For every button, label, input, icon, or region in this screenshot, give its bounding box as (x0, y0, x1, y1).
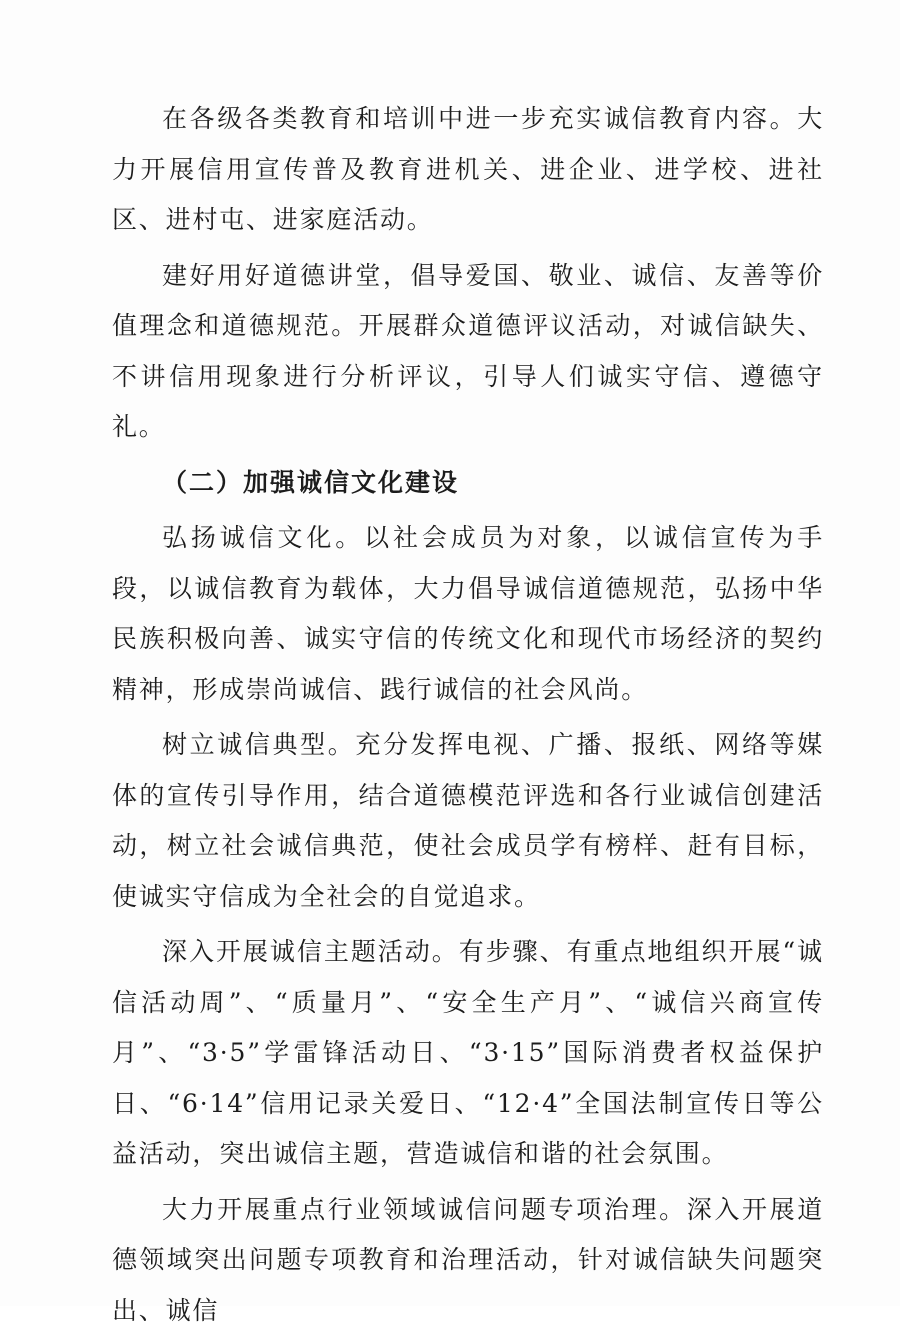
paragraph-moral-lecture-hall: 建好用好道德讲堂，倡导爱国、敬业、诚信、友善等价值理念和道德规范。开展群众道德评议活动，对诚信缺失、不讲信用现象进行分析评议，引导人们诚实守信、遵德守礼。 (112, 260, 824, 441)
paragraph-promote-integrity-culture: 弘扬诚信文化。以社会成员为对象，以诚信宣传为手段，以诚信教育为载体，大力倡导诚信道德规范，弘扬中华民族积极向善、诚实守信的传统文化和现代市场经济的契约精神，形成崇尚诚信、践行诚信的社会风尚。 (112, 523, 824, 704)
paragraph-establish-integrity-models: 树立诚信典型。充分发挥电视、广播、报纸、网络等媒体的宣传引导作用，结合道德模范评选和各行业诚信创建活动，树立社会诚信典范，使社会成员学有榜样、赶有目标，使诚实守信成为全社会的自觉追求。 (112, 730, 824, 911)
paragraph-integrity-education: 在各级各类教育和培训中进一步充实诚信教育内容。大力开展信用宣传普及教育进机关、进企业、进学校、进社区、进村屯、进家庭活动。 (112, 104, 824, 234)
section-heading: （二）加强诚信文化建设 (162, 467, 460, 497)
paragraph-theme-activities: 深入开展诚信主题活动。有步骤、有重点地组织开展“诚信活动周”、“质量月”、“安全生产月”、“诚信兴商宣传月”、“3·5”学雷锋活动日、“3·15”国际消费者权益保护日、“6·14”信用记录关爱日、“12·4”全国法制宣传日等公益活动，突出诚信主题，营造诚信和谐的社会氛围。 (112, 937, 824, 1168)
paragraph-special-governance: 大力开展重点行业领域诚信问题专项治理。深入开展道德领域突出问题专项教育和治理活动，针对诚信缺失问题突出、诚信 (112, 1194, 824, 1325)
document-body (112, 94, 824, 1341)
